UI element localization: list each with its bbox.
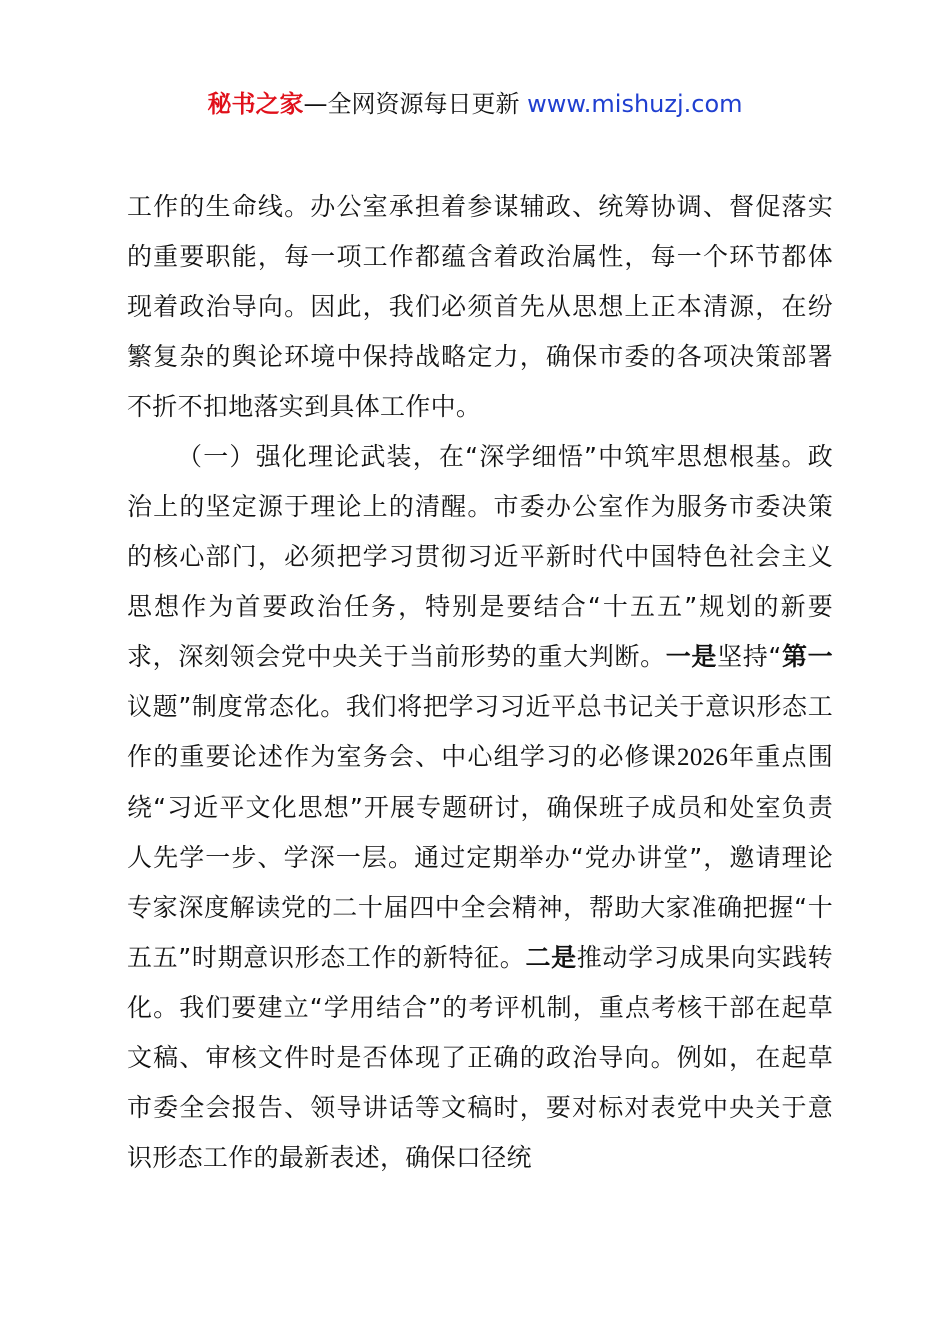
- point-one-label: 一是: [665, 642, 718, 671]
- year-number: 2026: [677, 744, 729, 771]
- paragraph-text: 坚持“: [717, 642, 782, 671]
- paragraph-text: 议题”制度常态化。我们将把学习习近平总书记关于意识形态工作的重要论述作为室务会、中心组学习的必修课: [127, 692, 833, 771]
- paragraph-2: [127, 432, 833, 1183]
- brand-name: 秘书之家: [207, 90, 304, 118]
- paragraph-text: 推动学习成果向实践转化。我们要建立“学用结合”的考评机制，重点考核干部在起草文稿、审核文件时是否体现了正确的政治导向。例如，在起草市委全会报告、领导讲话等文稿时，要对标对表党中央关于意识形态工作的最新表述，确保口径统: [127, 943, 833, 1172]
- point-two-label: 二是: [525, 943, 577, 972]
- site-url[interactable]: www.mishuzj.com: [527, 90, 743, 118]
- emphasis-first: 第一: [781, 642, 833, 671]
- page-header: [0, 84, 950, 124]
- header-slogan: —全网资源每日更新: [303, 90, 520, 118]
- paragraph-text: 年重点围绕“习近平文化思想”开展专题研讨，确保班子成员和处室负责人先学一步、学深一层。通过定期举办“党办讲堂”，邀请理论专家深度解读党的二十届四中全会精神，帮助大家准确把握“十五五”时期意识形态工作的新特征。: [127, 742, 833, 972]
- paragraph-text: 政治上的坚定源于理论上的清醒。市委办公室作为服务市委决策的核心部门，必须把学习贯彻习近平新时代中国特色社会主义思想作为首要政治任务，特别是要结合“十五五”规划的新要求，深刻领会党中央关于当前形势的重大判断。: [127, 442, 833, 671]
- paragraph-1: 工作的生命线。办公室承担着参谋辅政、统筹协调、督促落实的重要职能，每一项工作都蕴含着政治属性，每一个环节都体现着政治导向。因此，我们必须首先从思想上正本清源，在纷繁复杂的舆论环境中保持战略定力，确保市委的各项决策部署不折不扣地落实到具体工作中。: [127, 192, 833, 421]
- document-body: [127, 182, 833, 1183]
- section-heading: （一）强化理论武装，在“深学细悟”中筑牢思想根基。: [177, 442, 808, 471]
